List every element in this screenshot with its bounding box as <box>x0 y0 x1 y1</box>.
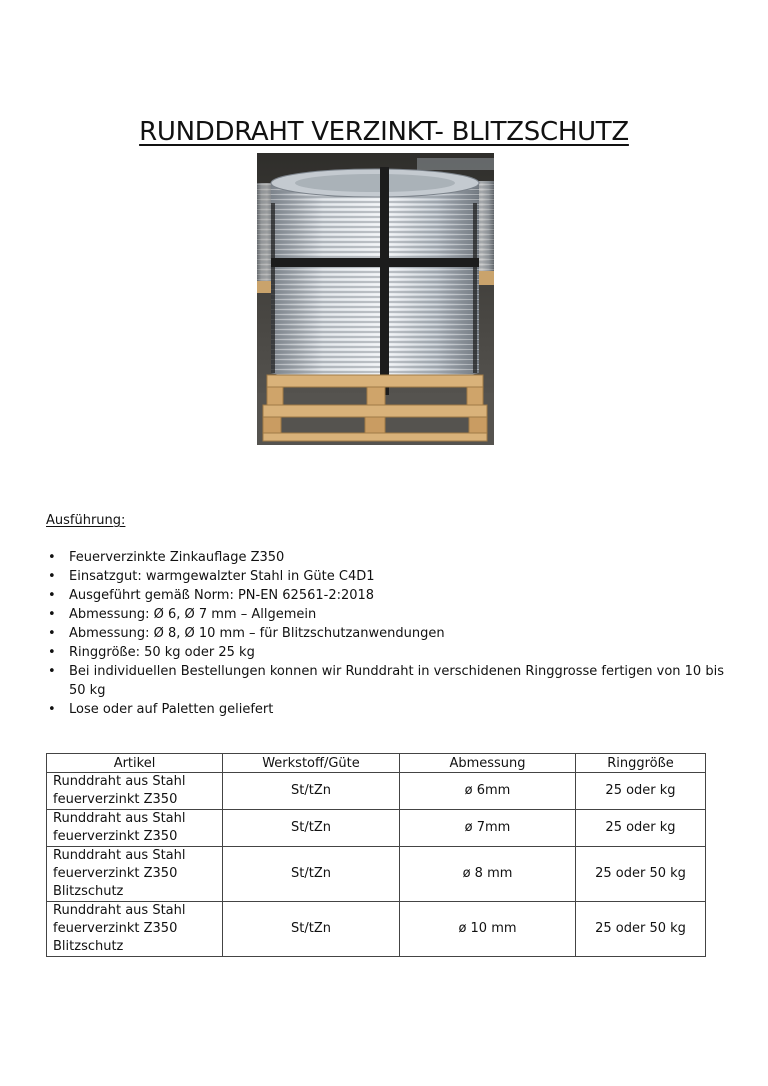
list-item <box>46 548 726 567</box>
cell-ringgroesse: 25 oder 50 kg <box>576 902 706 957</box>
cell-abmessung: ø 8 mm <box>400 847 576 902</box>
header-werkstoff: Werkstoff/Güte <box>223 754 400 773</box>
cell-artikel <box>47 810 223 847</box>
bullet: • <box>48 588 56 603</box>
cell-line: Blitzschutz <box>53 939 124 954</box>
cell-line: Runddraht aus Stahl <box>53 811 186 826</box>
feature-list <box>46 548 726 719</box>
cell-ringgroesse: 25 oder kg <box>576 773 706 810</box>
cell-abmessung: ø 7mm <box>400 810 576 847</box>
cell-artikel <box>47 902 223 957</box>
bullet: • <box>48 607 56 622</box>
list-item-text: Lose oder auf Paletten geliefert <box>69 702 274 717</box>
list-item-text: Bei individuellen Bestellungen konnen wir Runddraht in verschidenen Ringgrosse fertigen von 10 bis 50 kg <box>69 664 724 698</box>
list-item <box>46 662 726 700</box>
table-row <box>47 847 706 902</box>
cell-line: feuerverzinkt Z350 <box>53 866 178 881</box>
table-row <box>47 902 706 957</box>
bullet: • <box>48 626 56 641</box>
table-row <box>47 773 706 810</box>
list-item <box>46 567 726 586</box>
header-artikel: Artikel <box>47 754 223 773</box>
cell-ringgroesse: 25 oder kg <box>576 810 706 847</box>
header-ringgroesse: Ringgröße <box>576 754 706 773</box>
cell-line: Runddraht aus Stahl <box>53 848 186 863</box>
header-abmessung: Abmessung <box>400 754 576 773</box>
list-item-text: Ausgeführt gemäß Norm: PN-EN 62561-2:2018 <box>69 588 375 603</box>
list-item <box>46 624 726 643</box>
wire-coil-on-pallet-icon <box>257 153 494 445</box>
list-item-text: Ringgröße: 50 kg oder 25 kg <box>69 645 255 660</box>
bullet: • <box>48 550 56 565</box>
bullet: • <box>48 702 56 717</box>
cell-line: Blitzschutz <box>53 884 124 899</box>
cell-line: feuerverzinkt Z350 <box>53 792 178 807</box>
list-item <box>46 605 726 624</box>
cell-werkstoff: St/tZn <box>223 902 400 957</box>
list-item <box>46 643 726 662</box>
bullet: • <box>48 569 56 584</box>
cell-werkstoff: St/tZn <box>223 773 400 810</box>
list-item <box>46 586 726 605</box>
page-title: RUNDDRAHT VERZINKT- BLITZSCHUTZ <box>139 117 629 148</box>
list-item-text: Feuerverzinkte Zinkauflage Z350 <box>69 550 285 565</box>
cell-ringgroesse: 25 oder 50 kg <box>576 847 706 902</box>
section-heading: Ausführung: <box>46 513 126 528</box>
cell-artikel <box>47 773 223 810</box>
cell-line: feuerverzinkt Z350 <box>53 921 178 936</box>
list-item-text: Abmessung: Ø 6, Ø 7 mm – Allgemein <box>69 607 317 622</box>
cell-line: feuerverzinkt Z350 <box>53 829 178 844</box>
wire-coil-photo <box>257 153 494 445</box>
cell-artikel <box>47 847 223 902</box>
cell-line: Runddraht aus Stahl <box>53 903 186 918</box>
cell-abmessung: ø 6mm <box>400 773 576 810</box>
cell-werkstoff: St/tZn <box>223 847 400 902</box>
table-row <box>47 810 706 847</box>
list-item-text: Einsatzgut: warmgewalzter Stahl in Güte C4D1 <box>69 569 375 584</box>
cell-line: Runddraht aus Stahl <box>53 774 186 789</box>
bullet: • <box>48 645 56 660</box>
cell-abmessung: ø 10 mm <box>400 902 576 957</box>
list-item-text: Abmessung: Ø 8, Ø 10 mm – für Blitzschutzanwendungen <box>69 626 445 641</box>
cell-werkstoff: St/tZn <box>223 810 400 847</box>
table-header-row <box>47 754 706 773</box>
list-item <box>46 700 726 719</box>
bullet: • <box>48 664 56 679</box>
spec-table <box>46 753 706 957</box>
